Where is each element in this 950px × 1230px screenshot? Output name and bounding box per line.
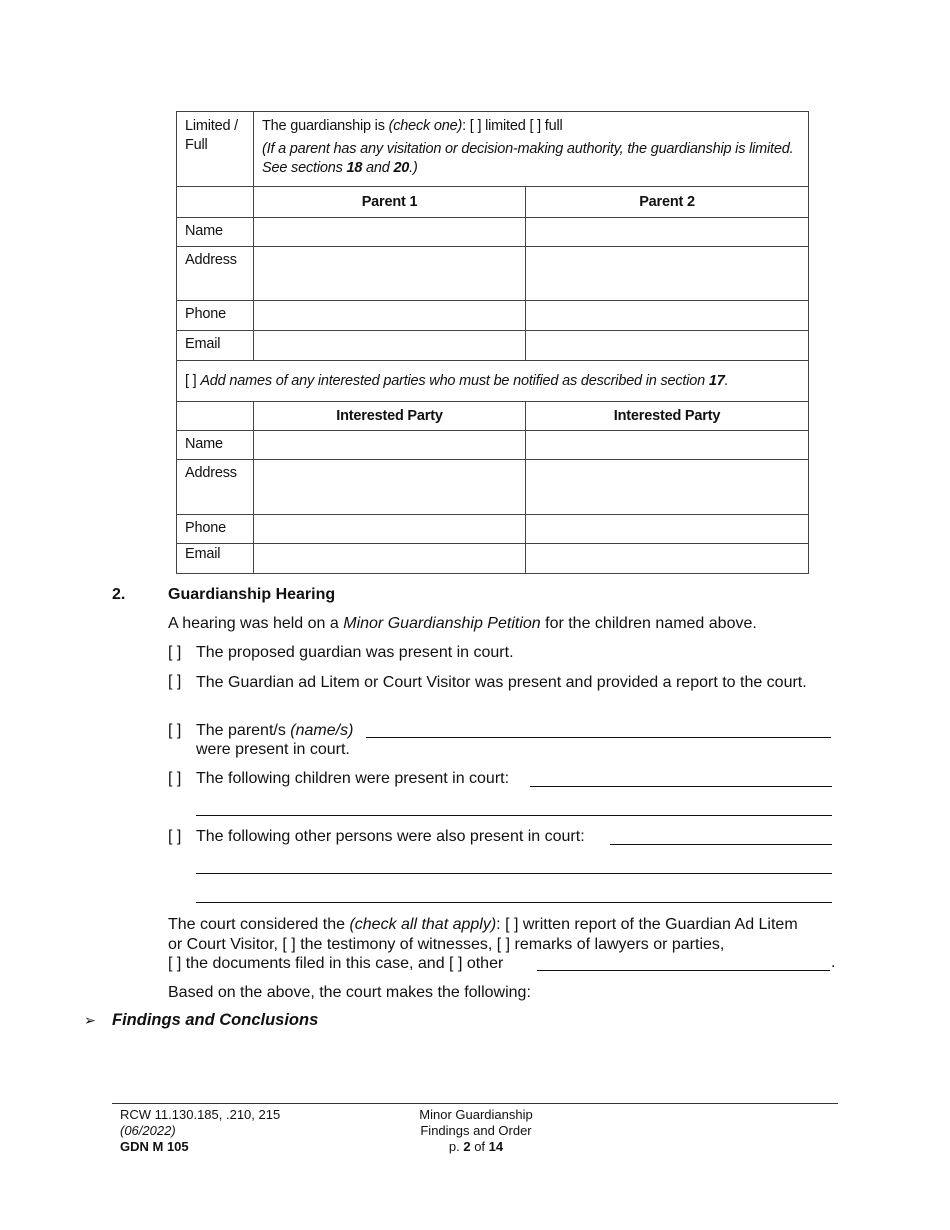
ip1-name-field[interactable] [254,431,526,460]
others-line-1[interactable] [610,844,832,845]
checkbox-others-present[interactable]: [ ] [168,828,182,845]
parent2-email-field[interactable] [526,331,809,361]
parent1-address-field[interactable] [254,247,526,301]
arrow-bullet-icon: ➢ [84,1012,96,1028]
blank-header-cell [177,187,254,218]
interested-party2-header: Interested Party [526,402,809,431]
ip1-address-field[interactable] [254,460,526,515]
footer-page: p. 2 of 14 [448,1139,504,1154]
parent2-address-field[interactable] [526,247,809,301]
footer-left [120,1107,280,1155]
checkbox-gal-present[interactable]: [ ] [168,673,182,690]
party-table [176,111,809,574]
based-on-above: Based on the above, the court makes the following: [168,984,531,1001]
parent1-phone-field[interactable] [254,301,526,331]
court-considered-line2: or Court Visitor, [ ] the testimony of witnesses, [ ] remarks of lawyers or parties, [168,935,725,953]
others-line-2[interactable] [196,873,832,874]
footer-title1: Minor Guardianship [419,1107,533,1122]
guardian-present-text: The proposed guardian was present in court. [196,644,514,661]
parents-present-text: The parent/s (name/s) [196,722,354,739]
interested-party1-header: Interested Party [254,402,526,431]
guardianship-type-line: The guardianship is (check one): [ ] limited [ ] full [262,118,563,134]
checkbox-parents-present[interactable]: [ ] [168,722,182,739]
checkbox-children-present[interactable]: [ ] [168,770,182,787]
ip-name-label: Name [177,431,254,460]
parent1-name-field[interactable] [254,218,526,247]
section2-number: 2. [112,586,126,603]
parent1-header: Parent 1 [254,187,526,218]
children-line-1[interactable] [530,786,832,787]
interested-parties-note: [ ] Add names of any interested parties who must be notified as described in section 17. [177,361,809,402]
ip-email-label: Email [177,544,254,574]
footer-rcw: RCW 11.130.185, .210, 215 [120,1107,281,1122]
footer-title2: Findings and Order [420,1123,532,1138]
parent2-name-field[interactable] [526,218,809,247]
court-considered-line3: [ ] the documents filed in this case, and [ ] other [168,955,504,972]
findings-title: Findings and Conclusions [112,1011,319,1029]
ip-phone-label: Phone [177,515,254,544]
ip1-phone-field[interactable] [254,515,526,544]
checkbox-guardian-present[interactable]: [ ] [168,644,182,661]
parents-present-line2: were present in court. [196,741,350,758]
parents-names-line[interactable] [366,737,831,738]
parent-address-label: Address [177,247,254,301]
hearing-intro: A hearing was held on a Minor Guardianship Petition for the children named above. [168,615,757,632]
footer-form-number: GDN M 105 [120,1139,189,1154]
footer-date: (06/2022) [120,1123,176,1138]
ip2-address-field[interactable] [526,460,809,515]
guardianship-note: (If a parent has any visitation or decision-making authority, the guardianship is limited. See sections 18 and 20.) [262,141,794,176]
other-period: . [831,954,836,971]
parent-email-label: Email [177,331,254,361]
children-line-2[interactable] [196,815,832,816]
parent-phone-label: Phone [177,301,254,331]
ip1-email-field[interactable] [254,544,526,574]
court-considered [168,915,838,974]
limited-full-text: Limited / Full [185,118,238,153]
other-line[interactable] [537,970,830,971]
others-line-3[interactable] [196,902,832,903]
court-considered-line1: The court considered the (check all that apply): [ ] written report of the Guardian Ad Litem [168,916,798,933]
gal-present-text: The Guardian ad Litem or Court Visitor was present and provided a report to the court. [196,674,807,691]
section2-title: Guardianship Hearing [168,586,336,603]
ip-address-label: Address [177,460,254,515]
blank-ip-header-cell [177,402,254,431]
parent1-email-field[interactable] [254,331,526,361]
children-present-text: The following children were present in court: [196,770,510,787]
ip2-email-field[interactable] [526,544,809,574]
parent-name-label: Name [177,218,254,247]
parent2-phone-field[interactable] [526,301,809,331]
footer-center [396,1107,556,1155]
interested-parties-checkbox[interactable]: [ ] [185,373,201,389]
limited-full-label [177,112,254,187]
ip2-phone-field[interactable] [526,515,809,544]
others-present-text: The following other persons were also present in court: [196,828,585,845]
guardianship-type-cell [254,112,809,187]
ip2-name-field[interactable] [526,431,809,460]
footer-rule [112,1103,838,1104]
parent2-header: Parent 2 [526,187,809,218]
